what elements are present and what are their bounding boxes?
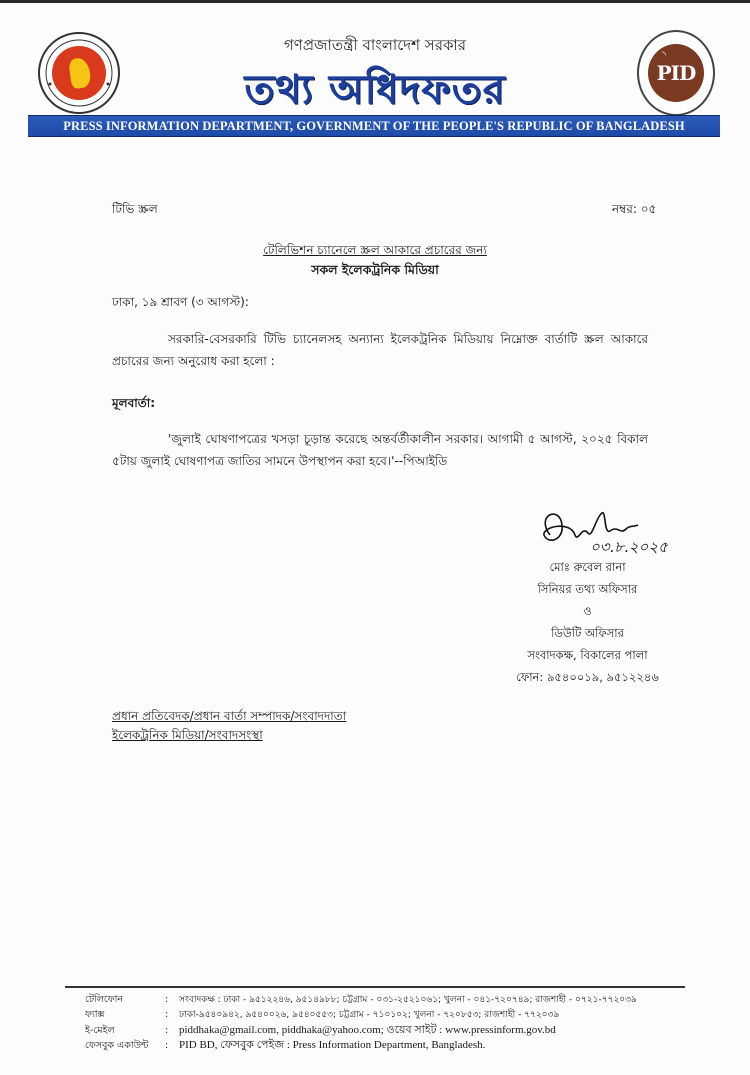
signatory-designation: সিনিয়র তথ্য অফিসার bbox=[537, 582, 638, 596]
signatory-office: সংবাদকক্ষ, বিকালের পালা bbox=[527, 648, 648, 662]
footer-row-email: ই-মেইল : piddhaka@gmail.com, piddhaka@yahoo.com; ওয়েব সাইট : www.pressinform.gov.bd bbox=[85, 1021, 556, 1040]
subject-line: টেলিভিশন চ্যানেলে স্ক্রল আকারে প্রচারের জন্য bbox=[263, 243, 487, 257]
signatory-role: ডিউটি অফিসার bbox=[551, 626, 624, 640]
pid-logo-icon bbox=[637, 30, 715, 116]
document-type: টিভি স্ক্রল bbox=[112, 202, 158, 216]
footer-label: ফ্যাক্স bbox=[85, 1009, 105, 1020]
main-message: 'জুলাই ঘোষণাপত্রের খসড়া চূড়ান্ত করেছে অন্তর্বর্তীকালীন সরকার। আগামী ৫ আগস্ট, ২০২৫ বিকাল ৫টায় জুলাই ঘোষণাপত্র জাতির সামনে উপস্থাপন করা হবে।'--পিআইডি bbox=[112, 432, 648, 468]
footer-value: ঢাকা-৯৫৪০৯৪২, ৯৫৪০০২৬, ৯৫৪০৫৫৩; চট্টগ্রাম - ৭১০১০২; খুলনা - ৭২০৮৫৩; রাজশাহী - ৭৭২০৩৯ bbox=[179, 1010, 560, 1020]
top-edge-bar bbox=[0, 0, 750, 3]
footer-label: ই-মেইল bbox=[85, 1025, 115, 1036]
signal-icon: ◝ bbox=[662, 50, 666, 61]
department-banner: PRESS INFORMATION DEPARTMENT, GOVERNMENT OF THE PEOPLE'S REPUBLIC OF BANGLADESH bbox=[28, 115, 720, 137]
footer-label: ফেসবুক একাউন্ট bbox=[85, 1040, 149, 1051]
recipient-heading: সকল ইলেকট্রনিক মিডিয়া bbox=[311, 262, 439, 277]
distribution-line-1: প্রধান প্রতিবেদক/প্রধান বার্তা সম্পাদক/সংবাদদাতা bbox=[112, 709, 347, 723]
request-paragraph: সরকারি-বেসরকারি টিভি চ্যানেলসহ অন্যান্য ইলেকট্রনিক মিডিয়ায় নিম্নোক্ত বার্তাটি স্ক্রল আকারে প্রচারের জন্য অনুরোধ করা হলো : bbox=[112, 332, 648, 368]
pid-logo-disc bbox=[648, 44, 704, 102]
signatory-conjunction: ও bbox=[583, 604, 592, 618]
footer-row-facebook: ফেসবুক একাউন্ট : PID BD, ফেসবুক পেইজ : Press Information Department, Bangladesh. bbox=[85, 1036, 485, 1055]
signatory-phone: ফোন: ৯৫৪০০১৯, ৯৫১২২৪৬ bbox=[516, 670, 659, 684]
department-title: তথ্য অধিদফতর bbox=[244, 67, 506, 113]
footer-divider bbox=[65, 986, 685, 988]
footer-label: টেলিফোন bbox=[85, 994, 124, 1005]
footer-row-telephone: টেলিফোন : সংবাদকক্ষ : ঢাকা - ৯৫১২২৪৬, ৯৫১৪৯৮৮; চট্টগ্রাম - ০৩১-২৫২১০৬১; খুলনা - ০৪১-৭২০৭৪৯; রাজশাহী - ০৭২১-৭৭২০৩৯ bbox=[85, 992, 637, 1008]
distribution-line-2: ইলেকট্রনিক মিডিয়া/সংবাদসংস্থা bbox=[112, 728, 263, 742]
place-date: ঢাকা, ১৯ শ্রাবণ (৩ আগস্ট): bbox=[112, 295, 249, 309]
signature-date: ০৩.৮.২০২৫ bbox=[590, 538, 668, 556]
footer-value: সংবাদকক্ষ : ঢাকা - ৯৫১২২৪৬, ৯৫১৪৯৮৮; চট্টগ্রাম - ০৩১-২৫২১০৬১; খুলনা - ০৪১-৭২০৭৪৯; রাজশাহী - ০৭২১-৭৭২০৩৯ bbox=[179, 995, 637, 1005]
pid-logo-label: PID bbox=[656, 61, 696, 85]
signatory-name: মোঃ রুবেল রানা bbox=[549, 560, 626, 574]
signatory-block bbox=[490, 556, 685, 688]
government-name: গণপ্রজাতন্ত্রী বাংলাদেশ সরকার bbox=[283, 36, 467, 54]
document-number: নম্বর: ০৫ bbox=[612, 202, 657, 216]
footer-value: PID BD, ফেসবুক পেইজ : Press Information Department, Bangladesh. bbox=[179, 1039, 486, 1051]
footer-value: piddhaka@gmail.com, piddhaka@yahoo.com; ওয়েব সাইট : www.pressinform.gov.bd bbox=[179, 1024, 556, 1036]
main-message-label: মূলবার্তা: bbox=[112, 396, 156, 410]
footer-row-fax: ফ্যাক্স : ঢাকা-৯৫৪০৯৪২, ৯৫৪০০২৬, ৯৫৪০৫৫৩; চট্টগ্রাম - ৭১০১০২; খুলনা - ৭২০৮৫৩; রাজশাহী - ৭৭২০৩৯ bbox=[85, 1007, 559, 1023]
